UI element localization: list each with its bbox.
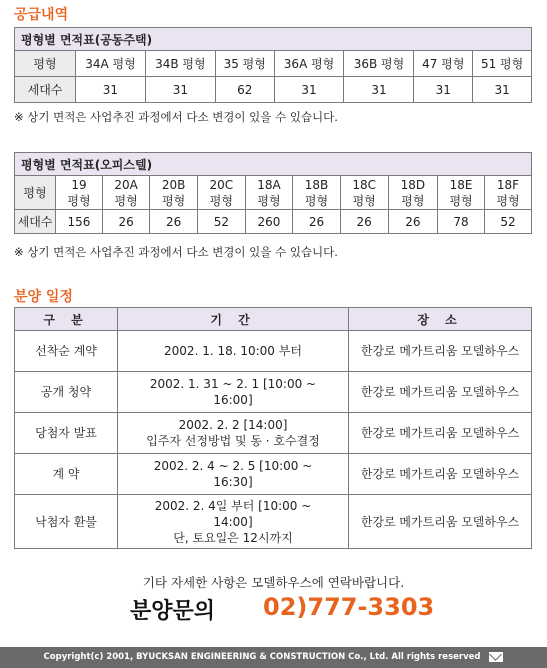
schedule-type: 계 약 xyxy=(15,454,118,495)
office-type-num: 18A xyxy=(257,177,281,192)
apt-count: 31 xyxy=(145,77,215,103)
office-count: 52 xyxy=(484,210,531,234)
schedule-period xyxy=(118,413,349,454)
schedule-table xyxy=(14,307,532,549)
apt-count: 31 xyxy=(473,77,532,103)
office-type xyxy=(197,176,245,210)
office-type-unit: 평형 xyxy=(352,193,376,208)
schedule-place: 한강로 메가트리움 모델하우스 xyxy=(349,331,532,372)
row-label-type: 평형 xyxy=(15,51,76,77)
office-count: 52 xyxy=(197,210,245,234)
office-count: 260 xyxy=(245,210,292,234)
apt-count: 31 xyxy=(344,77,414,103)
apt-type: 34B 평형 xyxy=(145,51,215,77)
schedule-period xyxy=(118,495,349,549)
office-count: 26 xyxy=(340,210,388,234)
table-row xyxy=(15,372,532,413)
office-type-num: 18F xyxy=(496,177,520,192)
office-note: ※ 상기 면적은 사업추진 과정에서 다소 변경이 있을 수 있습니다. xyxy=(14,245,338,259)
office-type xyxy=(484,176,531,210)
apt-count: 31 xyxy=(76,77,146,103)
schedule-place: 한강로 메가트리움 모델하우스 xyxy=(349,413,532,454)
schedule-period: 2002. 2. 4 ~ 2. 5 [10:00 ~ 16:30] xyxy=(118,454,349,495)
schedule-place: 한강로 메가트리움 모델하우스 xyxy=(349,454,532,495)
apt-type: 36B 평형 xyxy=(344,51,414,77)
office-count: 26 xyxy=(388,210,437,234)
office-type xyxy=(56,176,103,210)
contact-message: 기타 자세한 사항은 모델하우스에 연락바랍니다. xyxy=(142,575,405,590)
footer xyxy=(0,647,547,668)
office-type-num: 18C xyxy=(352,177,377,192)
apt-count: 62 xyxy=(215,77,274,103)
office-type-num: 18E xyxy=(449,177,473,192)
office-type-unit: 평형 xyxy=(496,193,520,208)
schedule-period: 2002. 1. 18. 10:00 부터 xyxy=(118,331,349,372)
schedule-title: 분양 일정 xyxy=(14,289,73,305)
table-row xyxy=(15,495,532,549)
apartment-table-header: 평형별 면적표(공동주택) xyxy=(15,28,532,51)
office-type-unit: 평형 xyxy=(449,193,473,208)
schedule-header-place: 장 소 xyxy=(349,308,532,331)
office-count: 156 xyxy=(56,210,103,234)
apt-type: 34A 평형 xyxy=(76,51,146,77)
office-type-num: 19 xyxy=(71,177,87,192)
office-count: 26 xyxy=(102,210,149,234)
schedule-header-period: 기 간 xyxy=(118,308,349,331)
office-type-unit: 평형 xyxy=(114,193,138,208)
office-type-num: 20A xyxy=(114,177,138,192)
apt-type: 51 평형 xyxy=(473,51,532,77)
contact-phone: 02)777-3303 xyxy=(263,593,435,621)
office-count: 26 xyxy=(150,210,198,234)
row-label-count: 세대수 xyxy=(15,77,76,103)
apt-type: 35 평형 xyxy=(215,51,274,77)
schedule-period-line: 2002. 2. 2 [14:00] xyxy=(178,418,288,432)
apt-type: 36A 평형 xyxy=(274,51,344,77)
schedule-period: 2002. 1. 31 ~ 2. 1 [10:00 ~ 16:00] xyxy=(118,372,349,413)
office-type xyxy=(388,176,437,210)
schedule-period-line: 단, 토요일은 12시까지 xyxy=(173,530,293,545)
office-type-unit: 평형 xyxy=(67,193,91,208)
contact-label: 분양문의 xyxy=(130,599,216,624)
row-label-count: 세대수 xyxy=(15,210,56,234)
table-row xyxy=(15,413,532,454)
copyright-text: Copyright(c) 2001, BYUCKSAN ENGINEERING & CONSTRUCTION Co., Ltd. All rights reserved xyxy=(43,652,481,662)
office-type xyxy=(340,176,388,210)
office-type-unit: 평형 xyxy=(162,193,186,208)
schedule-type: 선착순 계약 xyxy=(15,331,118,372)
office-type-num: 20B xyxy=(161,177,186,192)
apt-type: 47 평형 xyxy=(414,51,473,77)
office-type-num: 18B xyxy=(304,177,329,192)
row-label-type: 평형 xyxy=(15,176,56,210)
schedule-place: 한강로 메가트리움 모델하우스 xyxy=(349,495,532,549)
office-type-unit: 평형 xyxy=(209,193,233,208)
office-type-unit: 평형 xyxy=(304,193,329,208)
apartment-area-table xyxy=(14,27,532,103)
table-row xyxy=(15,331,532,372)
apt-count: 31 xyxy=(274,77,344,103)
supply-title: 공급내역 xyxy=(14,7,69,23)
apt-count: 31 xyxy=(414,77,473,103)
office-count: 26 xyxy=(293,210,341,234)
schedule-type: 낙첨자 환불 xyxy=(15,495,118,549)
mail-icon[interactable] xyxy=(489,652,503,662)
office-table-header: 평형별 면적표(오피스텔) xyxy=(15,153,532,176)
schedule-header-type: 구 분 xyxy=(15,308,118,331)
office-type-num: 18D xyxy=(400,177,426,192)
office-area-table xyxy=(14,152,532,234)
office-type xyxy=(245,176,292,210)
office-type xyxy=(102,176,149,210)
schedule-period-line: 입주자 선정방법 및 동 · 호수결정 xyxy=(146,434,320,448)
office-type-unit: 평형 xyxy=(401,193,425,208)
office-count: 78 xyxy=(438,210,485,234)
schedule-type: 공개 청약 xyxy=(15,372,118,413)
office-type xyxy=(150,176,198,210)
schedule-place: 한강로 메가트리움 모델하우스 xyxy=(349,372,532,413)
schedule-type: 당첨자 발표 xyxy=(15,413,118,454)
apartment-note: ※ 상기 면적은 사업추진 과정에서 다소 변경이 있을 수 있습니다. xyxy=(14,110,338,124)
table-row xyxy=(15,454,532,495)
office-type xyxy=(438,176,485,210)
office-type xyxy=(293,176,341,210)
schedule-period-line: 2002. 2. 4일 부터 [10:00 ~ 14:00] xyxy=(154,498,312,529)
office-type-unit: 평형 xyxy=(257,193,281,208)
office-type-num: 20C xyxy=(209,177,234,192)
